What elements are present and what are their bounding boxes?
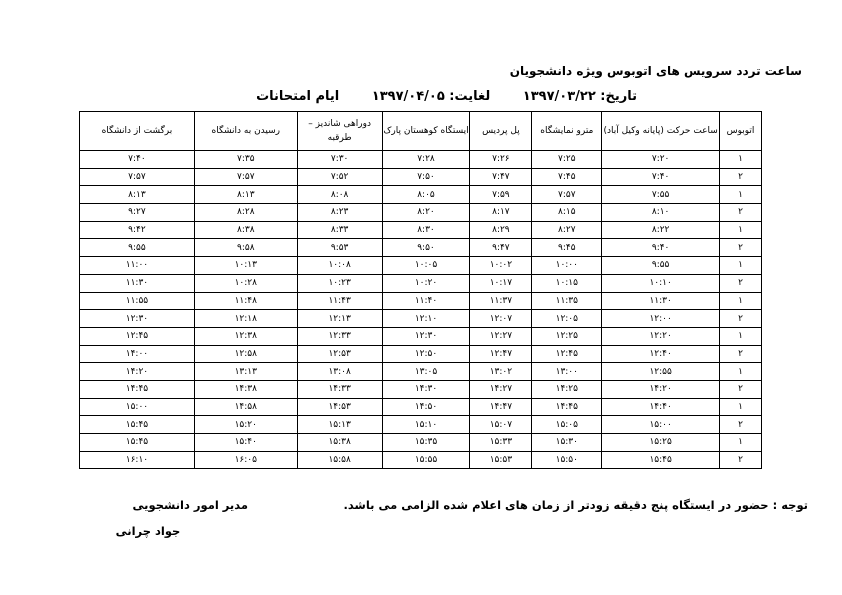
- table-cell: ۱: [720, 398, 762, 416]
- table-cell: ۱۵:۴۵: [80, 416, 195, 434]
- table-cell: ۸:۱۵: [532, 204, 602, 222]
- table-cell: ۱۱:۳۷: [470, 292, 532, 310]
- table-cell: ۱۰:۱۵: [532, 274, 602, 292]
- col-header-shandiz-junction: دوراهی شاندیز –طرقبه: [297, 112, 382, 151]
- table-cell: ۹:۴۵: [532, 239, 602, 257]
- table-cell: ۸:۰۸: [297, 186, 382, 204]
- table-cell: ۱۵:۳۵: [382, 434, 470, 452]
- table-cell: ۷:۲۶: [470, 151, 532, 169]
- table-cell: ۸:۳۰: [382, 221, 470, 239]
- table-cell: ۱۳:۰۰: [532, 363, 602, 381]
- table-row: [80, 416, 762, 434]
- table-cell: ۸:۲۰: [382, 204, 470, 222]
- table-cell: ۱: [720, 292, 762, 310]
- table-cell: ۷:۵۲: [297, 168, 382, 186]
- table-cell: ۱۴:۰۰: [80, 345, 195, 363]
- col-header-kuhestan-park: ایستگاه کوهستان پارک: [382, 112, 470, 151]
- table-cell: ۱۴:۴۰: [602, 398, 720, 416]
- page-title: ساعت تردد سرویس های اتوبوس ویژه دانشجویان: [509, 64, 802, 78]
- table-cell: ۷:۲۰: [602, 151, 720, 169]
- table-cell: ۱۵:۵۸: [297, 451, 382, 469]
- table-row: [80, 151, 762, 169]
- col-header-arrival: رسیدن به دانشگاه: [194, 112, 297, 151]
- table-cell: ۸:۱۷: [470, 204, 532, 222]
- table-cell: ۸:۳۸: [194, 221, 297, 239]
- table-cell: ۱: [720, 257, 762, 275]
- signatory-name: جواد چرانی: [115, 524, 181, 538]
- col-header-return: برگشت از دانشگاه: [80, 112, 195, 151]
- table-cell: ۲: [720, 204, 762, 222]
- date-to: لغایت: ۱۳۹۷/۰۴/۰۵: [371, 89, 491, 104]
- table-cell: ۱۳:۰۲: [470, 363, 532, 381]
- table-row: [80, 257, 762, 275]
- table-cell: ۱۰:۰۲: [470, 257, 532, 275]
- table-cell: ۲: [720, 239, 762, 257]
- table-cell: ۱۵:۵۵: [382, 451, 470, 469]
- table-cell: ۱۵:۴۰: [194, 434, 297, 452]
- table-cell: ۱۶:۰۵: [194, 451, 297, 469]
- table-cell: ۱۵:۴۵: [80, 434, 195, 452]
- table-cell: ۱۵:۲۰: [194, 416, 297, 434]
- table-cell: ۱۰:۱۰: [602, 274, 720, 292]
- table-cell: ۸:۱۰: [602, 204, 720, 222]
- table-cell: ۲: [720, 345, 762, 363]
- table-cell: ۹:۴۰: [602, 239, 720, 257]
- table-cell: ۱۰:۰۸: [297, 257, 382, 275]
- table-cell: ۹:۵۰: [382, 239, 470, 257]
- table-cell: ۱۲:۵۳: [297, 345, 382, 363]
- table-cell: ۱۲:۵۵: [602, 363, 720, 381]
- table-cell: ۱۲:۲۵: [532, 327, 602, 345]
- table-cell: ۱۲:۴۵: [80, 327, 195, 345]
- table-cell: ۱۵:۱۰: [382, 416, 470, 434]
- table-cell: ۱۴:۲۰: [80, 363, 195, 381]
- table-cell: ۷:۴۵: [532, 168, 602, 186]
- table-header-row: [80, 112, 762, 151]
- table-cell: ۸:۲۳: [297, 204, 382, 222]
- table-cell: ۱۵:۵۰: [532, 451, 602, 469]
- table-cell: ۱۶:۱۰: [80, 451, 195, 469]
- table-cell: ۱۲:۵۰: [382, 345, 470, 363]
- table-cell: ۸:۲۸: [194, 204, 297, 222]
- table-cell: ۱۰:۲۰: [382, 274, 470, 292]
- table-row: [80, 168, 762, 186]
- table-cell: ۱: [720, 434, 762, 452]
- table-cell: ۸:۱۳: [194, 186, 297, 204]
- table-row: [80, 292, 762, 310]
- table-cell: ۱۱:۳۰: [602, 292, 720, 310]
- schedule-table: [79, 111, 762, 469]
- table-body: [80, 151, 762, 469]
- table-cell: ۹:۵۳: [297, 239, 382, 257]
- attendance-note: توجه : حضور در ایستگاه پنج دقیقه زودتر از زمان های اعلام شده الزامی می باشد.: [343, 498, 808, 512]
- signatory-title: مدیر امور دانشجویی: [132, 498, 248, 512]
- date-range: [228, 89, 637, 104]
- table-cell: ۷:۴۷: [470, 168, 532, 186]
- table-cell: ۱۱:۰۰: [80, 257, 195, 275]
- table-cell: ۱۲:۱۸: [194, 310, 297, 328]
- table-cell: ۱۰:۱۳: [194, 257, 297, 275]
- table-cell: ۲: [720, 380, 762, 398]
- table-row: [80, 434, 762, 452]
- table-cell: ۱۴:۵۸: [194, 398, 297, 416]
- table-cell: ۸:۲۷: [532, 221, 602, 239]
- table-cell: ۱۵:۴۵: [602, 451, 720, 469]
- table-cell: ۷:۴۰: [80, 151, 195, 169]
- table-cell: ۱۲:۰۰: [602, 310, 720, 328]
- table-cell: ۱۰:۰۵: [382, 257, 470, 275]
- table-cell: ۱۵:۰۵: [532, 416, 602, 434]
- table-cell: ۷:۵۵: [602, 186, 720, 204]
- table-row: [80, 380, 762, 398]
- table-cell: ۱۵:۰۷: [470, 416, 532, 434]
- table-cell: ۷:۵۷: [80, 168, 195, 186]
- table-cell: ۱۵:۰۰: [80, 398, 195, 416]
- table-cell: ۱۳:۰۸: [297, 363, 382, 381]
- table-cell: ۲: [720, 168, 762, 186]
- table-cell: ۱۲:۰۷: [470, 310, 532, 328]
- table-cell: ۱: [720, 151, 762, 169]
- table-row: [80, 327, 762, 345]
- table-cell: ۱۵:۵۳: [470, 451, 532, 469]
- table-cell: ۸:۲۲: [602, 221, 720, 239]
- table-cell: ۱۴:۴۷: [470, 398, 532, 416]
- table-cell: ۱۴:۳۰: [382, 380, 470, 398]
- table-cell: ۷:۵۷: [194, 168, 297, 186]
- table-cell: ۷:۲۵: [532, 151, 602, 169]
- table-cell: ۱۲:۱۰: [382, 310, 470, 328]
- table-row: [80, 221, 762, 239]
- table-cell: ۱۴:۴۵: [80, 380, 195, 398]
- table-cell: ۱۲:۳۰: [80, 310, 195, 328]
- date-from: تاریخ: ۱۳۹۷/۰۳/۲۲: [522, 89, 637, 104]
- table-cell: ۲: [720, 310, 762, 328]
- period-label: ایام امتحانات: [256, 89, 340, 104]
- table-cell: ۱۴:۳۸: [194, 380, 297, 398]
- table-cell: ۱۰:۱۷: [470, 274, 532, 292]
- table-row: [80, 345, 762, 363]
- table-cell: ۱۲:۲۰: [602, 327, 720, 345]
- table-row: [80, 451, 762, 469]
- table-cell: ۱۵:۱۳: [297, 416, 382, 434]
- table-cell: ۱۲:۵۸: [194, 345, 297, 363]
- table-cell: ۱۴:۲۷: [470, 380, 532, 398]
- table-cell: ۱۲:۳۰: [382, 327, 470, 345]
- table-cell: ۱۲:۰۵: [532, 310, 602, 328]
- table-row: [80, 186, 762, 204]
- table-cell: ۱۲:۲۷: [470, 327, 532, 345]
- table-cell: ۱۳:۱۳: [194, 363, 297, 381]
- table-cell: ۱۵:۳۸: [297, 434, 382, 452]
- table-cell: ۸:۲۹: [470, 221, 532, 239]
- table-cell: ۹:۴۷: [470, 239, 532, 257]
- table-cell: ۲: [720, 274, 762, 292]
- table-cell: ۱۲:۳۳: [297, 327, 382, 345]
- table-cell: ۱: [720, 221, 762, 239]
- table-cell: ۹:۴۲: [80, 221, 195, 239]
- table-cell: ۱۴:۴۵: [532, 398, 602, 416]
- table-row: [80, 274, 762, 292]
- table-cell: ۱۱:۴۰: [382, 292, 470, 310]
- table-cell: ۱۵:۲۵: [602, 434, 720, 452]
- table-cell: ۱۱:۵۵: [80, 292, 195, 310]
- table-cell: ۱۴:۲۰: [602, 380, 720, 398]
- table-cell: ۷:۵۰: [382, 168, 470, 186]
- col-header-bus: اتوبوس: [720, 112, 762, 151]
- table-cell: ۷:۳۵: [194, 151, 297, 169]
- table-cell: ۷:۵۷: [532, 186, 602, 204]
- table-cell: ۹:۵۵: [80, 239, 195, 257]
- table-row: [80, 310, 762, 328]
- table-cell: ۱۵:۳۳: [470, 434, 532, 452]
- table-cell: ۱۲:۳۸: [194, 327, 297, 345]
- table-cell: ۱۴:۲۵: [532, 380, 602, 398]
- table-row: [80, 398, 762, 416]
- col-header-metro: مترو نمایشگاه: [532, 112, 602, 151]
- table-cell: ۷:۵۹: [470, 186, 532, 204]
- table-cell: ۸:۳۳: [297, 221, 382, 239]
- table-cell: ۸:۱۳: [80, 186, 195, 204]
- table-cell: ۱۴:۵۰: [382, 398, 470, 416]
- table-cell: ۱۱:۴۳: [297, 292, 382, 310]
- table-cell: ۸:۰۵: [382, 186, 470, 204]
- table-cell: ۱۰:۲۳: [297, 274, 382, 292]
- table-cell: ۱۵:۰۰: [602, 416, 720, 434]
- col-header-departure: ساعت حرکت (پایانه وکیل آباد): [602, 112, 720, 151]
- table-cell: ۱۱:۳۰: [80, 274, 195, 292]
- table-cell: ۱۰:۰۰: [532, 257, 602, 275]
- table-cell: ۷:۳۰: [297, 151, 382, 169]
- col-header-pardis-bridge: پل پردیس: [470, 112, 532, 151]
- table-cell: ۲: [720, 451, 762, 469]
- table-cell: ۹:۵۸: [194, 239, 297, 257]
- table-row: [80, 204, 762, 222]
- table-cell: ۱۳:۰۵: [382, 363, 470, 381]
- table-cell: ۱۰:۲۸: [194, 274, 297, 292]
- table-cell: ۱۱:۴۸: [194, 292, 297, 310]
- table-row: [80, 363, 762, 381]
- table-cell: ۱۴:۳۳: [297, 380, 382, 398]
- table-cell: ۲: [720, 416, 762, 434]
- table-cell: ۱۲:۱۳: [297, 310, 382, 328]
- table-cell: ۱۴:۵۳: [297, 398, 382, 416]
- table-cell: ۱: [720, 186, 762, 204]
- table-cell: ۱۵:۳۰: [532, 434, 602, 452]
- table-cell: ۹:۵۵: [602, 257, 720, 275]
- table-cell: ۷:۴۰: [602, 168, 720, 186]
- table-cell: ۱۲:۴۷: [470, 345, 532, 363]
- table-row: [80, 239, 762, 257]
- table-cell: ۷:۲۸: [382, 151, 470, 169]
- table-cell: ۹:۲۷: [80, 204, 195, 222]
- table-cell: ۱۲:۴۰: [602, 345, 720, 363]
- table-cell: ۱۲:۴۵: [532, 345, 602, 363]
- table-cell: ۱۱:۳۵: [532, 292, 602, 310]
- table-cell: ۱: [720, 363, 762, 381]
- table-cell: ۱: [720, 327, 762, 345]
